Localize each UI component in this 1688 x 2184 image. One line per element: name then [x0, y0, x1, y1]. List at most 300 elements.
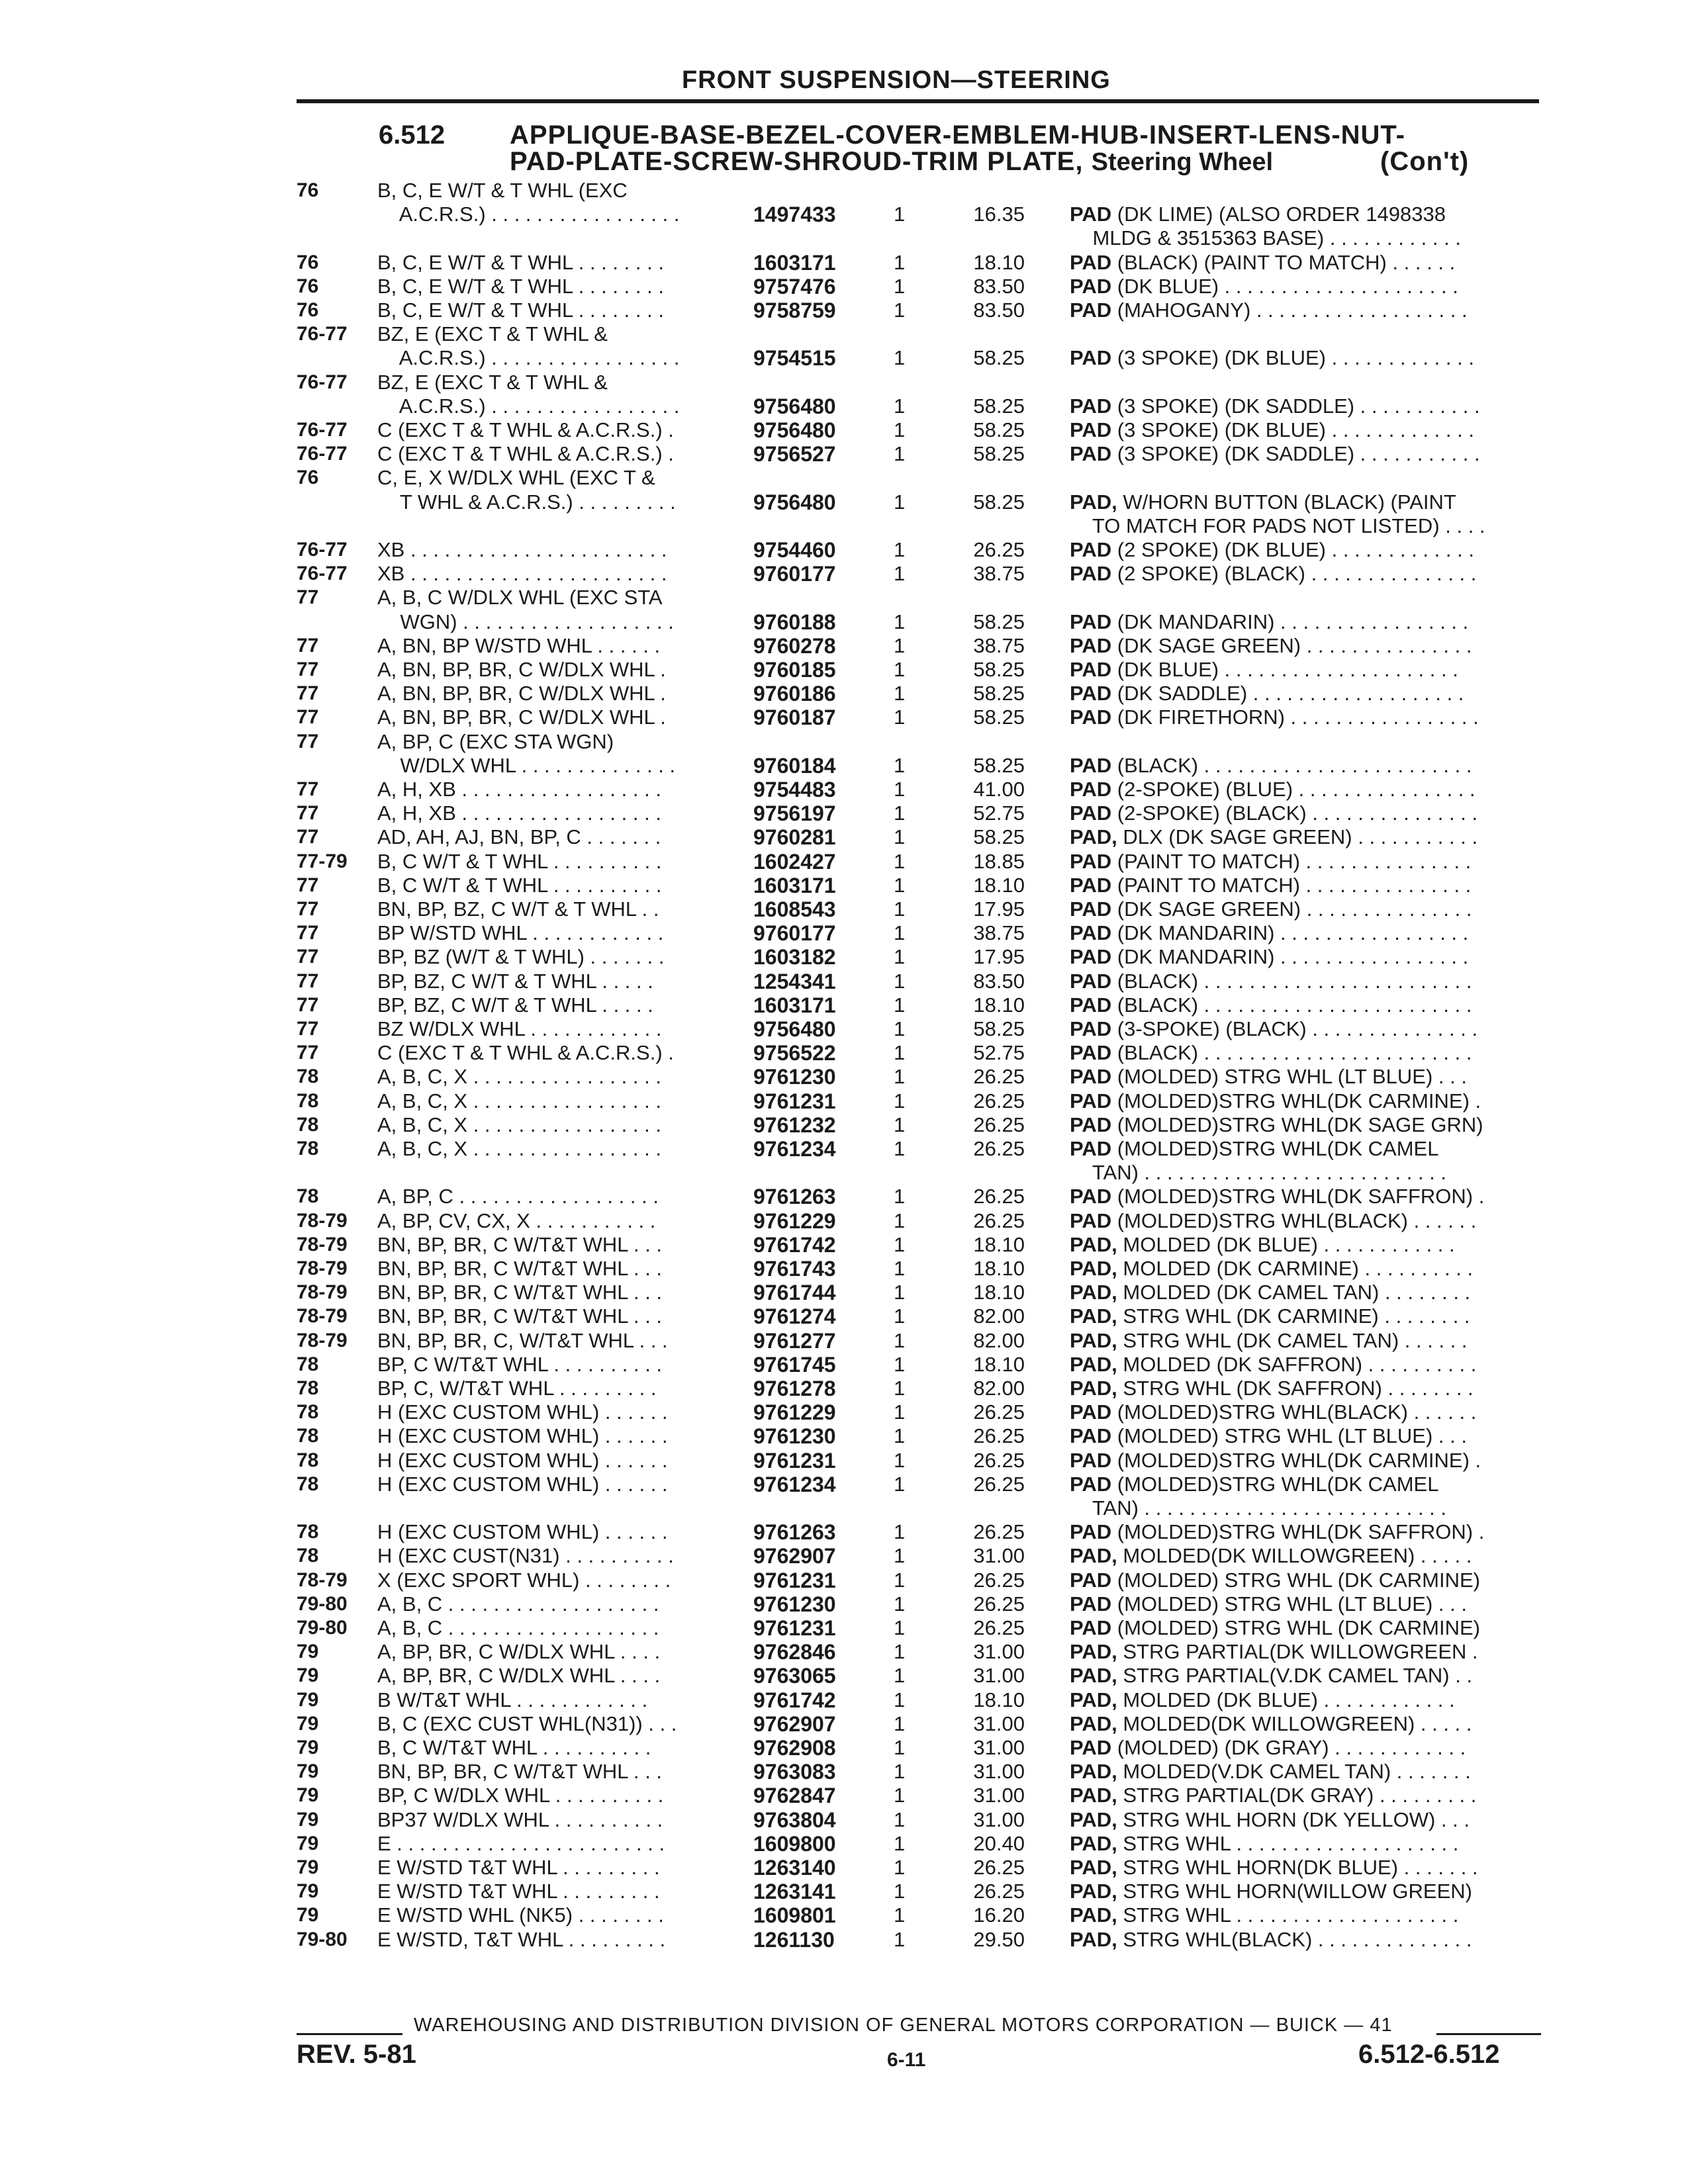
model-cell: BN, BP, BR, C W/T&T WHL . . . [377, 1257, 663, 1280]
description-cell [1070, 514, 1541, 538]
price-cell: 26.25 [973, 1400, 1025, 1424]
model-year-cell: 79-80 [297, 1592, 348, 1615]
part-number-cell: 1254341 [753, 969, 836, 993]
model-year-cell: 78-79 [297, 1233, 348, 1255]
table-row [297, 1329, 1541, 1353]
model-cell: C (EXC T & T WHL & A.C.R.S.) . [377, 418, 674, 441]
quantity-cell: 1 [894, 1784, 906, 1807]
description-text: (BLACK) (PAINT TO MATCH) . . . . . . [1111, 250, 1456, 274]
price-cell: 26.25 [973, 1137, 1025, 1160]
description-text: (DK SADDLE) . . . . . . . . . . . . . . . . . . . [1111, 682, 1464, 705]
model-year-cell: 76-77 [297, 539, 348, 561]
description-cell [1070, 1377, 1541, 1400]
description-keyword: PAD [1070, 1520, 1112, 1544]
price-cell: 31.00 [973, 1807, 1025, 1831]
description-text: (BLACK) . . . . . . . . . . . . . . . . . . . . . . . . [1111, 1041, 1472, 1065]
table-row [297, 1856, 1541, 1880]
table-row [297, 1688, 1541, 1712]
part-number-cell: 1609800 [753, 1831, 836, 1856]
part-number-cell: 9761229 [753, 1400, 836, 1425]
quantity-cell: 1 [894, 394, 906, 418]
description-keyword: PAD [1070, 1017, 1112, 1040]
model-year-cell: 77 [297, 874, 319, 896]
quantity-cell: 1 [894, 1424, 906, 1448]
quantity-cell: 1 [894, 753, 906, 777]
price-cell: 58.25 [973, 346, 1025, 370]
model-year-cell: 76 [297, 299, 319, 321]
part-number-cell: 9756480 [753, 1017, 836, 1041]
part-number-cell: 9756480 [753, 418, 836, 442]
description-text: MOLDED (DK CAMEL TAN) . . . . . . . . [1117, 1281, 1471, 1304]
model-cell: C (EXC T & T WHL & A.C.R.S.) . [377, 1041, 674, 1065]
model-year-cell: 78 [297, 1138, 319, 1160]
description-text: (MOLDED)STRG WHL(DK SAGE GRN) [1111, 1113, 1483, 1136]
model-year-cell: 78 [297, 1473, 319, 1495]
model-year-cell: 79-80 [297, 1928, 348, 1950]
model-cell: BZ W/DLX WHL . . . . . . . . . . . . [377, 1017, 662, 1040]
part-number-cell: 9761263 [753, 1185, 836, 1209]
price-cell: 18.10 [973, 993, 1025, 1017]
description-cell [1070, 538, 1541, 562]
description-text: (2 SPOKE) (BLACK) . . . . . . . . . . . . . . . [1111, 562, 1477, 586]
part-number-cell: 9756527 [753, 442, 836, 467]
price-cell: 18.10 [973, 1281, 1025, 1304]
quantity-cell: 1 [894, 1568, 906, 1592]
price-cell: 58.25 [973, 610, 1025, 633]
description-keyword: PAD [1070, 394, 1112, 418]
description-text: TO MATCH FOR PADS NOT LISTED) . . . . [1070, 514, 1485, 537]
table-row [297, 801, 1541, 825]
description-text: MOLDED(DK WILLOWGREEN) . . . . . [1117, 1711, 1472, 1735]
model-cell: E W/STD, T&T WHL . . . . . . . . . [377, 1927, 666, 1951]
description-cell [1070, 562, 1541, 586]
section-title-line2 [510, 147, 1470, 177]
description-text: (DK BLUE) . . . . . . . . . . . . . . . . . . . . . [1111, 658, 1458, 681]
description-cell [1070, 1592, 1541, 1616]
description-keyword: PAD [1070, 1472, 1112, 1496]
part-number-cell: 9761231 [753, 1568, 836, 1592]
model-cell: A, B, C, X . . . . . . . . . . . . . . . . . [377, 1137, 661, 1160]
model-cell: A, BN, BP, BR, C W/DLX WHL . [377, 658, 666, 681]
description-cell [1070, 1329, 1541, 1353]
description-cell [1070, 1688, 1541, 1712]
description-cell [1070, 1496, 1541, 1520]
description-text: TAN) . . . . . . . . . . . . . . . . . . . . . . . . . . . [1070, 1496, 1447, 1520]
price-cell: 26.25 [973, 1568, 1025, 1592]
model-cell: B, C W/T & T WHL . . . . . . . . . . [377, 849, 662, 873]
quantity-cell: 1 [894, 1400, 906, 1424]
description-cell [1070, 1616, 1541, 1640]
description-cell [1070, 1041, 1541, 1065]
description-cell [1070, 1928, 1541, 1952]
price-cell: 26.25 [973, 1065, 1025, 1089]
table-row [297, 1592, 1541, 1616]
model-year-cell: 77 [297, 970, 319, 992]
description-keyword: PAD [1070, 753, 1112, 777]
description-text: (DK LIME) (ALSO ORDER 1498338 [1111, 203, 1446, 226]
description-text: (BLACK) . . . . . . . . . . . . . . . . . . . . . . . . [1111, 993, 1472, 1017]
quantity-cell: 1 [894, 825, 906, 849]
model-year-cell: 76-77 [297, 419, 348, 441]
description-cell [1070, 298, 1541, 322]
description-cell [1070, 1712, 1541, 1736]
price-cell: 52.75 [973, 1041, 1025, 1065]
table-row [297, 1784, 1541, 1807]
price-cell: 83.50 [973, 274, 1025, 298]
description-cell [1070, 682, 1541, 705]
model-cell: BN, BP, BR, C W/T&T WHL . . . [377, 1304, 663, 1328]
part-number-cell: 9761230 [753, 1424, 836, 1449]
model-cell: C (EXC T & T WHL & A.C.R.S.) . [377, 442, 674, 466]
description-keyword: PAD, [1070, 1544, 1117, 1568]
model-year-cell: 76-77 [297, 563, 348, 585]
table-row [297, 298, 1541, 322]
model-year-cell: 78 [297, 1066, 319, 1088]
part-number-cell: 1603171 [753, 873, 836, 897]
price-cell: 31.00 [973, 1664, 1025, 1688]
model-year-cell: 77 [297, 659, 319, 680]
price-cell: 26.25 [973, 538, 1025, 561]
description-text: (MOLDED)STRG WHL(DK CAMEL [1111, 1472, 1439, 1496]
description-keyword: PAD, [1070, 1760, 1117, 1784]
quantity-cell: 1 [894, 1760, 906, 1784]
table-row [297, 490, 1541, 514]
part-number-cell: 9756197 [753, 801, 836, 826]
table-row [297, 921, 1541, 945]
table-row [297, 634, 1541, 658]
description-cell [1070, 1880, 1541, 1903]
section-number: 6.512 [379, 120, 445, 150]
part-number-cell: 9758759 [753, 298, 836, 322]
description-keyword: PAD, [1070, 1328, 1117, 1352]
part-number-cell: 9761277 [753, 1328, 836, 1353]
model-year-cell: 78 [297, 1545, 319, 1567]
part-number-cell: 9761230 [753, 1592, 836, 1616]
model-year-cell: 76-77 [297, 323, 348, 345]
model-cell: XB . . . . . . . . . . . . . . . . . . . . . . . [377, 562, 667, 586]
header-rule [297, 99, 1539, 103]
price-cell: 58.25 [973, 442, 1025, 466]
price-cell: 26.25 [973, 1448, 1025, 1472]
description-cell [1070, 1137, 1541, 1161]
part-number-cell: 9762908 [753, 1736, 836, 1760]
model-year-cell: 77 [297, 634, 319, 657]
description-cell [1070, 1664, 1541, 1688]
table-row [297, 825, 1541, 849]
description-keyword: PAD [1070, 801, 1112, 825]
table-row [297, 251, 1541, 275]
model-cell: C, E, X W/DLX WHL (EXC T & [377, 466, 655, 490]
table-row [297, 850, 1541, 874]
description-cell [1070, 251, 1541, 275]
table-row [297, 1065, 1541, 1089]
model-year-cell: 76-77 [297, 371, 348, 393]
description-text: (3 SPOKE) (DK BLUE) . . . . . . . . . . . . . [1111, 418, 1474, 441]
part-number-cell: 9760177 [753, 562, 836, 586]
price-cell: 26.25 [973, 1520, 1025, 1544]
table-row [297, 1209, 1541, 1233]
table-row [297, 203, 1541, 226]
table-row [297, 418, 1541, 442]
description-keyword: PAD, [1070, 1927, 1117, 1951]
description-keyword: PAD [1070, 1568, 1112, 1592]
table-row [297, 346, 1541, 370]
price-cell: 58.25 [973, 705, 1025, 729]
model-cell: BP37 W/DLX WHL . . . . . . . . . . [377, 1807, 663, 1831]
table-row [297, 1928, 1541, 1952]
part-number-cell: 1261130 [753, 1927, 835, 1952]
description-keyword: PAD [1070, 298, 1112, 322]
table-row [297, 754, 1541, 778]
table-row [297, 1569, 1541, 1592]
table-row [297, 610, 1541, 634]
description-cell [1070, 1473, 1541, 1496]
model-year-cell: 79 [297, 1664, 319, 1687]
description-text: (DK MANDARIN) . . . . . . . . . . . . . . . . . [1111, 610, 1469, 633]
description-keyword: PAD [1070, 1041, 1112, 1065]
part-number-cell: 9763083 [753, 1760, 836, 1784]
quantity-cell: 1 [894, 538, 906, 561]
description-text: STRG WHL HORN(WILLOW GREEN) [1117, 1880, 1472, 1903]
table-row [297, 1041, 1541, 1065]
description-cell [1070, 1089, 1541, 1113]
model-year-cell: 77 [297, 1042, 319, 1064]
price-cell: 82.00 [973, 1377, 1025, 1400]
price-cell: 18.10 [973, 1688, 1025, 1711]
part-number-cell: 1609801 [753, 1903, 836, 1928]
description-cell [1070, 203, 1541, 226]
quantity-cell: 1 [894, 298, 906, 322]
price-cell: 31.00 [973, 1711, 1025, 1735]
model-year-cell: 77 [297, 802, 319, 825]
price-cell: 20.40 [973, 1831, 1025, 1855]
price-cell: 38.75 [973, 921, 1025, 945]
price-cell: 26.25 [973, 1113, 1025, 1136]
model-year-cell: 79 [297, 1760, 319, 1783]
table-row [297, 1281, 1541, 1304]
table-row [297, 466, 1541, 490]
table-row [297, 730, 1541, 754]
part-number-cell: 9763065 [753, 1664, 836, 1688]
description-keyword: PAD [1070, 1400, 1112, 1424]
price-cell: 17.95 [973, 897, 1025, 921]
part-number-cell: 9761232 [753, 1113, 836, 1137]
table-row [297, 1880, 1541, 1903]
price-cell: 41.00 [973, 778, 1025, 801]
quantity-cell: 1 [894, 705, 906, 729]
model-cell: A, BP, CV, CX, X . . . . . . . . . . . [377, 1208, 656, 1232]
price-cell: 31.00 [973, 1760, 1025, 1784]
quantity-cell: 1 [894, 562, 906, 586]
model-year-cell: 79 [297, 1641, 319, 1663]
table-row [297, 1808, 1541, 1832]
part-number-cell: 9762847 [753, 1784, 836, 1808]
part-number-cell: 1603171 [753, 993, 836, 1017]
description-keyword: PAD [1070, 1736, 1112, 1759]
description-cell [1070, 1856, 1541, 1880]
description-text: (PAINT TO MATCH) . . . . . . . . . . . . . . . [1111, 873, 1472, 897]
description-keyword: PAD [1070, 1137, 1112, 1160]
description-cell [1070, 1424, 1541, 1448]
table-row [297, 442, 1541, 466]
quantity-cell: 1 [894, 1472, 906, 1496]
quantity-cell: 1 [894, 1592, 906, 1615]
quantity-cell: 1 [894, 1616, 906, 1639]
model-cell: BZ, E (EXC T & T WHL & [377, 322, 608, 346]
page-header-title: FRONT SUSPENSION—STEERING [682, 66, 1111, 94]
model-year-cell: 78-79 [297, 1209, 348, 1232]
description-text: (MOLDED) STRG WHL (LT BLUE) . . . [1111, 1065, 1467, 1089]
description-keyword: PAD [1070, 610, 1112, 633]
quantity-cell: 1 [894, 849, 906, 873]
price-cell: 18.10 [973, 873, 1025, 897]
part-number-cell: 9761229 [753, 1208, 836, 1233]
table-row [297, 322, 1541, 346]
table-row [297, 179, 1541, 203]
table-row [297, 562, 1541, 586]
part-number-cell: 9763804 [753, 1807, 836, 1832]
description-text: MOLDED (DK BLUE) . . . . . . . . . . . . [1117, 1688, 1455, 1711]
model-cell: T WHL & A.C.R.S.) . . . . . . . . . [377, 490, 676, 514]
description-keyword: PAD [1070, 538, 1112, 561]
description-keyword: PAD, [1070, 1688, 1117, 1711]
model-year-cell: 78 [297, 1113, 319, 1136]
model-cell: A, B, C, X . . . . . . . . . . . . . . . . . [377, 1113, 661, 1136]
model-year-cell: 77 [297, 586, 319, 609]
quantity-cell: 1 [894, 1377, 906, 1400]
table-row [297, 778, 1541, 801]
quantity-cell: 1 [894, 945, 906, 969]
model-year-cell: 79 [297, 1688, 319, 1711]
quantity-cell: 1 [894, 1664, 906, 1688]
table-row [297, 993, 1541, 1017]
quantity-cell: 1 [894, 1208, 906, 1232]
model-year-cell: 78 [297, 1425, 319, 1447]
part-number-cell: 9754460 [753, 538, 836, 562]
part-number-cell: 9760184 [753, 753, 836, 778]
description-text: STRG WHL (DK CARMINE) . . . . . . . . [1117, 1304, 1470, 1328]
description-cell [1070, 1233, 1541, 1257]
table-row [297, 1089, 1541, 1113]
model-cell: BP, C, W/T&T WHL . . . . . . . . . [377, 1377, 657, 1400]
description-text: STRG WHL . . . . . . . . . . . . . . . . . . . . [1117, 1903, 1459, 1927]
description-keyword: PAD [1070, 897, 1112, 921]
part-number-cell: 9760188 [753, 610, 836, 634]
part-number-cell: 9762846 [753, 1640, 836, 1664]
model-cell: W/DLX WHL . . . . . . . . . . . . . . [377, 753, 676, 777]
price-cell: 17.95 [973, 945, 1025, 969]
description-keyword: PAD [1070, 969, 1112, 993]
model-cell: BP, BZ, C W/T & T WHL . . . . . [377, 969, 653, 993]
quantity-cell: 1 [894, 1113, 906, 1136]
quantity-cell: 1 [894, 1544, 906, 1568]
model-cell: B, C, E W/T & T WHL (EXC [377, 179, 628, 202]
description-text: (MOLDED)STRG WHL(DK SAFFRON) . [1111, 1520, 1485, 1544]
price-cell: 18.85 [973, 849, 1025, 873]
price-cell: 58.25 [973, 658, 1025, 681]
price-cell: 18.10 [973, 1257, 1025, 1280]
description-text: STRG WHL . . . . . . . . . . . . . . . . . . . . [1117, 1831, 1459, 1855]
model-cell: XB . . . . . . . . . . . . . . . . . . . . . . . [377, 538, 667, 561]
model-cell: A, B, C . . . . . . . . . . . . . . . . . . . [377, 1592, 659, 1615]
footer-rule-left [297, 2033, 402, 2035]
price-cell: 83.50 [973, 298, 1025, 322]
description-text: (MOLDED) STRG WHL (DK CARMINE) [1111, 1568, 1481, 1592]
description-text: (3-SPOKE) (BLACK) . . . . . . . . . . . . . . . [1111, 1017, 1478, 1040]
part-number-cell: 9761234 [753, 1137, 836, 1161]
quantity-cell: 1 [894, 778, 906, 801]
description-cell [1070, 490, 1541, 514]
table-row [297, 1903, 1541, 1927]
price-cell: 26.25 [973, 1185, 1025, 1208]
description-cell [1070, 442, 1541, 466]
description-cell [1070, 1257, 1541, 1281]
part-number-cell: 9761234 [753, 1472, 836, 1496]
model-year-cell: 76 [297, 467, 319, 489]
description-text: MOLDED(DK WILLOWGREEN) . . . . . [1117, 1544, 1472, 1568]
part-number-cell: 9757476 [753, 274, 836, 298]
model-year-cell: 78 [297, 1401, 319, 1424]
table-row [297, 1017, 1541, 1041]
description-text: (2-SPOKE) (BLUE) . . . . . . . . . . . . . . . . [1111, 778, 1476, 801]
price-cell: 26.25 [973, 1616, 1025, 1639]
description-text: (MOLDED)STRG WHL(BLACK) . . . . . . [1111, 1400, 1477, 1424]
quantity-cell: 1 [894, 274, 906, 298]
table-row [297, 682, 1541, 705]
description-text: STRG WHL(BLACK) . . . . . . . . . . . . . . [1117, 1927, 1472, 1951]
table-row [297, 1233, 1541, 1257]
description-cell [1070, 1520, 1541, 1544]
description-cell [1070, 1185, 1541, 1208]
table-row [297, 1640, 1541, 1664]
model-year-cell: 77 [297, 682, 319, 705]
description-keyword: PAD [1070, 442, 1112, 466]
description-cell [1070, 801, 1541, 825]
model-year-cell: 77 [297, 1018, 319, 1040]
description-cell [1070, 754, 1541, 778]
model-year-cell: 79 [297, 1712, 319, 1735]
price-cell: 16.35 [973, 203, 1025, 226]
model-cell: E W/STD WHL (NK5) . . . . . . . . [377, 1903, 664, 1927]
part-number-cell: 1497433 [753, 203, 836, 227]
quantity-cell: 1 [894, 1017, 906, 1040]
price-cell: 58.25 [973, 418, 1025, 441]
table-row [297, 226, 1541, 250]
price-cell: 31.00 [973, 1736, 1025, 1759]
part-number-cell: 9756522 [753, 1041, 836, 1066]
quantity-cell: 1 [894, 250, 906, 274]
model-year-cell: 77 [297, 898, 319, 920]
price-cell: 29.50 [973, 1927, 1025, 1951]
model-cell: B W/T&T WHL . . . . . . . . . . . . [377, 1688, 648, 1711]
description-keyword: PAD, [1070, 1807, 1117, 1831]
model-cell: A, H, XB . . . . . . . . . . . . . . . . . . [377, 801, 661, 825]
section-continued: (Con't) [1380, 147, 1470, 176]
description-text: STRG PARTIAL(V.DK CAMEL TAN) . . [1117, 1664, 1473, 1688]
quantity-cell: 1 [894, 1688, 906, 1711]
model-cell: B, C (EXC CUST WHL(N31)) . . . [377, 1711, 677, 1735]
model-year-cell: 79 [297, 1832, 319, 1854]
description-keyword: PAD, [1070, 1664, 1117, 1688]
description-text: (DK SAGE GREEN) . . . . . . . . . . . . . . . [1111, 633, 1472, 657]
model-cell: H (EXC CUST(N31) . . . . . . . . . . [377, 1544, 674, 1568]
model-year-cell: 77 [297, 946, 319, 968]
price-cell: 83.50 [973, 969, 1025, 993]
quantity-cell: 1 [894, 1903, 906, 1927]
description-keyword: PAD [1070, 203, 1112, 226]
description-cell [1070, 1017, 1541, 1041]
description-cell [1070, 226, 1541, 250]
